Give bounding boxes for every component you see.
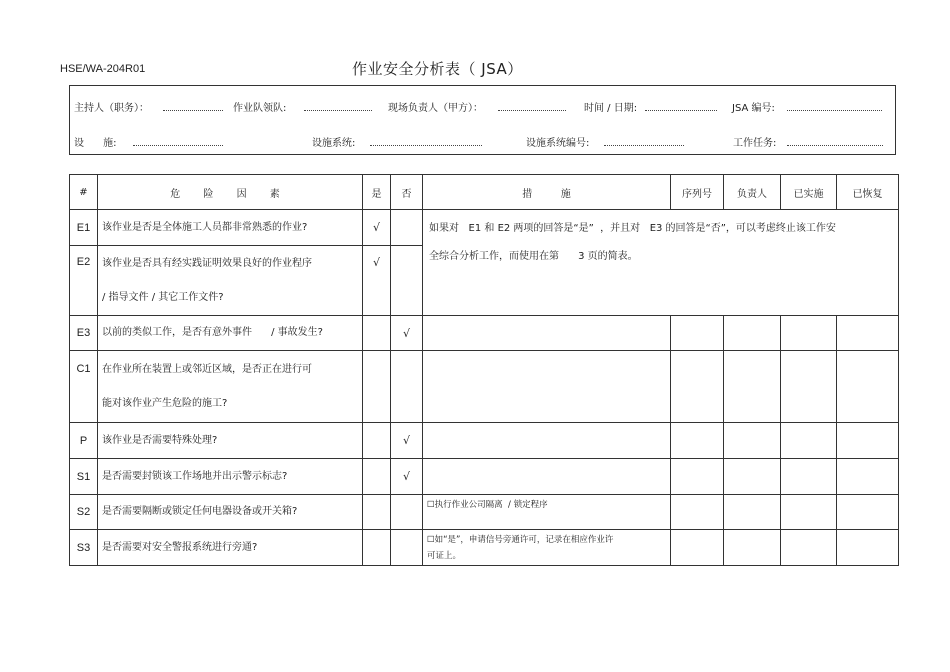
page-title: 作业安全分析表（ JSA） xyxy=(352,60,523,78)
col-header-yes: 是 xyxy=(363,175,391,210)
implemented-cell[interactable] xyxy=(781,459,837,495)
row-question: 以前的类似工作，是否有意外事件 / 事故发生? xyxy=(98,316,363,351)
seq-cell[interactable] xyxy=(671,459,724,495)
seq-cell[interactable] xyxy=(671,423,724,459)
row-question-line2: / 指导文件 / 其它工作文件? xyxy=(102,291,224,303)
owner-cell[interactable] xyxy=(724,459,781,495)
facility-system-number-label: 设施系统编号: xyxy=(526,138,590,149)
no-cell[interactable]: √ xyxy=(391,316,423,351)
yes-cell[interactable]: √ xyxy=(363,210,391,246)
measure-cell[interactable] xyxy=(423,351,671,423)
measure-cell[interactable] xyxy=(423,316,671,351)
row-question: 该作业是否是全体施工人员都非常熟悉的作业? xyxy=(98,210,363,246)
facility-field[interactable] xyxy=(133,145,223,146)
row-question-line2: 能对该作业产生危险的施工? xyxy=(102,397,228,409)
row-question: 是否需要封锁该工作场地并出示警示标志? xyxy=(98,459,363,495)
seq-cell[interactable] xyxy=(671,351,724,423)
yes-cell[interactable]: √ xyxy=(363,246,391,316)
seq-cell[interactable] xyxy=(671,316,724,351)
datetime-field[interactable] xyxy=(645,110,717,111)
yes-cell[interactable] xyxy=(363,316,391,351)
merged-measure-line1: 如果对 E1 和 E2 两项的回答是“是” ，并且对 E3 的回答是“否”，可以考虑终止该工作安 xyxy=(429,223,836,234)
no-cell[interactable]: √ xyxy=(391,423,423,459)
table-row xyxy=(70,210,899,246)
jsa-number-label: JSA 编号: xyxy=(732,103,775,114)
row-id: C1 xyxy=(70,351,98,423)
yes-cell[interactable] xyxy=(363,423,391,459)
seq-cell[interactable] xyxy=(671,495,724,530)
row-question: 该作业是否需要特殊处理? xyxy=(98,423,363,459)
implemented-cell[interactable] xyxy=(781,423,837,459)
work-task-field[interactable] xyxy=(787,145,883,146)
row-id: P xyxy=(70,423,98,459)
merged-measure-line2: 全综合分析工作，而使用在第 3 页的简表。 xyxy=(429,251,638,262)
row-id: E1 xyxy=(70,210,98,246)
facility-label: 设 施: xyxy=(74,138,117,149)
host-field[interactable] xyxy=(163,110,223,111)
row-question xyxy=(98,246,363,316)
col-header-restored: 已恢复 xyxy=(837,175,899,210)
implemented-cell[interactable] xyxy=(781,495,837,530)
restored-cell[interactable] xyxy=(837,351,899,423)
measure-cell[interactable] xyxy=(423,459,671,495)
table-row xyxy=(70,495,899,530)
restored-cell[interactable] xyxy=(837,495,899,530)
restored-cell[interactable] xyxy=(837,423,899,459)
row-question: 是否需要隔断或锁定任何电器设备或开关箱? xyxy=(98,495,363,530)
col-header-num: # xyxy=(70,175,98,210)
measure-text-line1: ☐如“是”，申请信号旁通许可，记录在相应作业许 xyxy=(427,535,614,545)
site-manager-label: 现场负责人（甲方）： xyxy=(388,103,483,114)
document-code: HSE/WA-204R01 xyxy=(60,63,146,75)
team-leader-field[interactable] xyxy=(304,110,372,111)
row-id: E3 xyxy=(70,316,98,351)
no-cell[interactable]: √ xyxy=(391,459,423,495)
yes-cell[interactable] xyxy=(363,530,391,566)
row-id: S3 xyxy=(70,530,98,566)
host-label: 主持人（职务）： xyxy=(74,103,149,114)
measure-text-line2: 可证上。 xyxy=(427,551,462,561)
work-task-label: 工作任务: xyxy=(733,138,777,149)
yes-cell[interactable] xyxy=(363,351,391,423)
col-header-implemented: 已实施 xyxy=(781,175,837,210)
row-id: E2 xyxy=(70,246,98,316)
facility-system-number-field[interactable] xyxy=(604,145,684,146)
no-cell[interactable] xyxy=(391,351,423,423)
owner-cell[interactable] xyxy=(724,423,781,459)
col-header-measures: 措 施 xyxy=(423,175,671,210)
seq-cell[interactable] xyxy=(671,530,724,566)
measure-cell[interactable] xyxy=(423,423,671,459)
col-header-seq: 序列号 xyxy=(671,175,724,210)
row-question-line1: 该作业是否具有经实践证明效果良好的作业程序 xyxy=(102,257,312,269)
table-header-row xyxy=(70,175,899,210)
table-row xyxy=(70,351,899,423)
jsa-number-field[interactable] xyxy=(787,110,882,111)
table-row xyxy=(70,530,899,566)
no-cell[interactable] xyxy=(391,530,423,566)
owner-cell[interactable] xyxy=(724,530,781,566)
col-header-hazard-text: 危 险 因 素 xyxy=(170,188,290,200)
no-cell[interactable] xyxy=(391,246,423,316)
datetime-label: 时间 / 日期: xyxy=(584,103,638,114)
restored-cell[interactable] xyxy=(837,459,899,495)
row-id: S2 xyxy=(70,495,98,530)
yes-cell[interactable] xyxy=(363,459,391,495)
measure-cell[interactable] xyxy=(423,530,671,566)
team-leader-label: 作业队领队: xyxy=(233,103,287,114)
owner-cell[interactable] xyxy=(724,495,781,530)
owner-cell[interactable] xyxy=(724,316,781,351)
table-row xyxy=(70,316,899,351)
measure-text: ☐执行作业公司隔离 / 锁定程序 xyxy=(427,500,548,510)
col-header-hazard xyxy=(98,175,363,210)
no-cell[interactable] xyxy=(391,210,423,246)
site-manager-field[interactable] xyxy=(498,110,566,111)
facility-system-field[interactable] xyxy=(370,145,482,146)
jsa-table xyxy=(69,174,899,566)
measure-cell[interactable] xyxy=(423,495,671,530)
no-cell[interactable] xyxy=(391,495,423,530)
row-question: 是否需要对安全警报系统进行旁通? xyxy=(98,530,363,566)
row-question-line1: 在作业所在装置上或邻近区域，是否正在进行可 xyxy=(102,363,312,375)
implemented-cell[interactable] xyxy=(781,530,837,566)
facility-system-label: 设施系统: xyxy=(312,138,356,149)
col-header-no: 否 xyxy=(391,175,423,210)
row-question xyxy=(98,351,363,423)
col-header-owner: 负责人 xyxy=(724,175,781,210)
table-row xyxy=(70,459,899,495)
row-id: S1 xyxy=(70,459,98,495)
table-row xyxy=(70,423,899,459)
info-box xyxy=(69,85,896,155)
implemented-cell[interactable] xyxy=(781,351,837,423)
restored-cell[interactable] xyxy=(837,316,899,351)
yes-cell[interactable] xyxy=(363,495,391,530)
implemented-cell[interactable] xyxy=(781,316,837,351)
merged-measure-cell xyxy=(423,210,899,316)
restored-cell[interactable] xyxy=(837,530,899,566)
owner-cell[interactable] xyxy=(724,351,781,423)
